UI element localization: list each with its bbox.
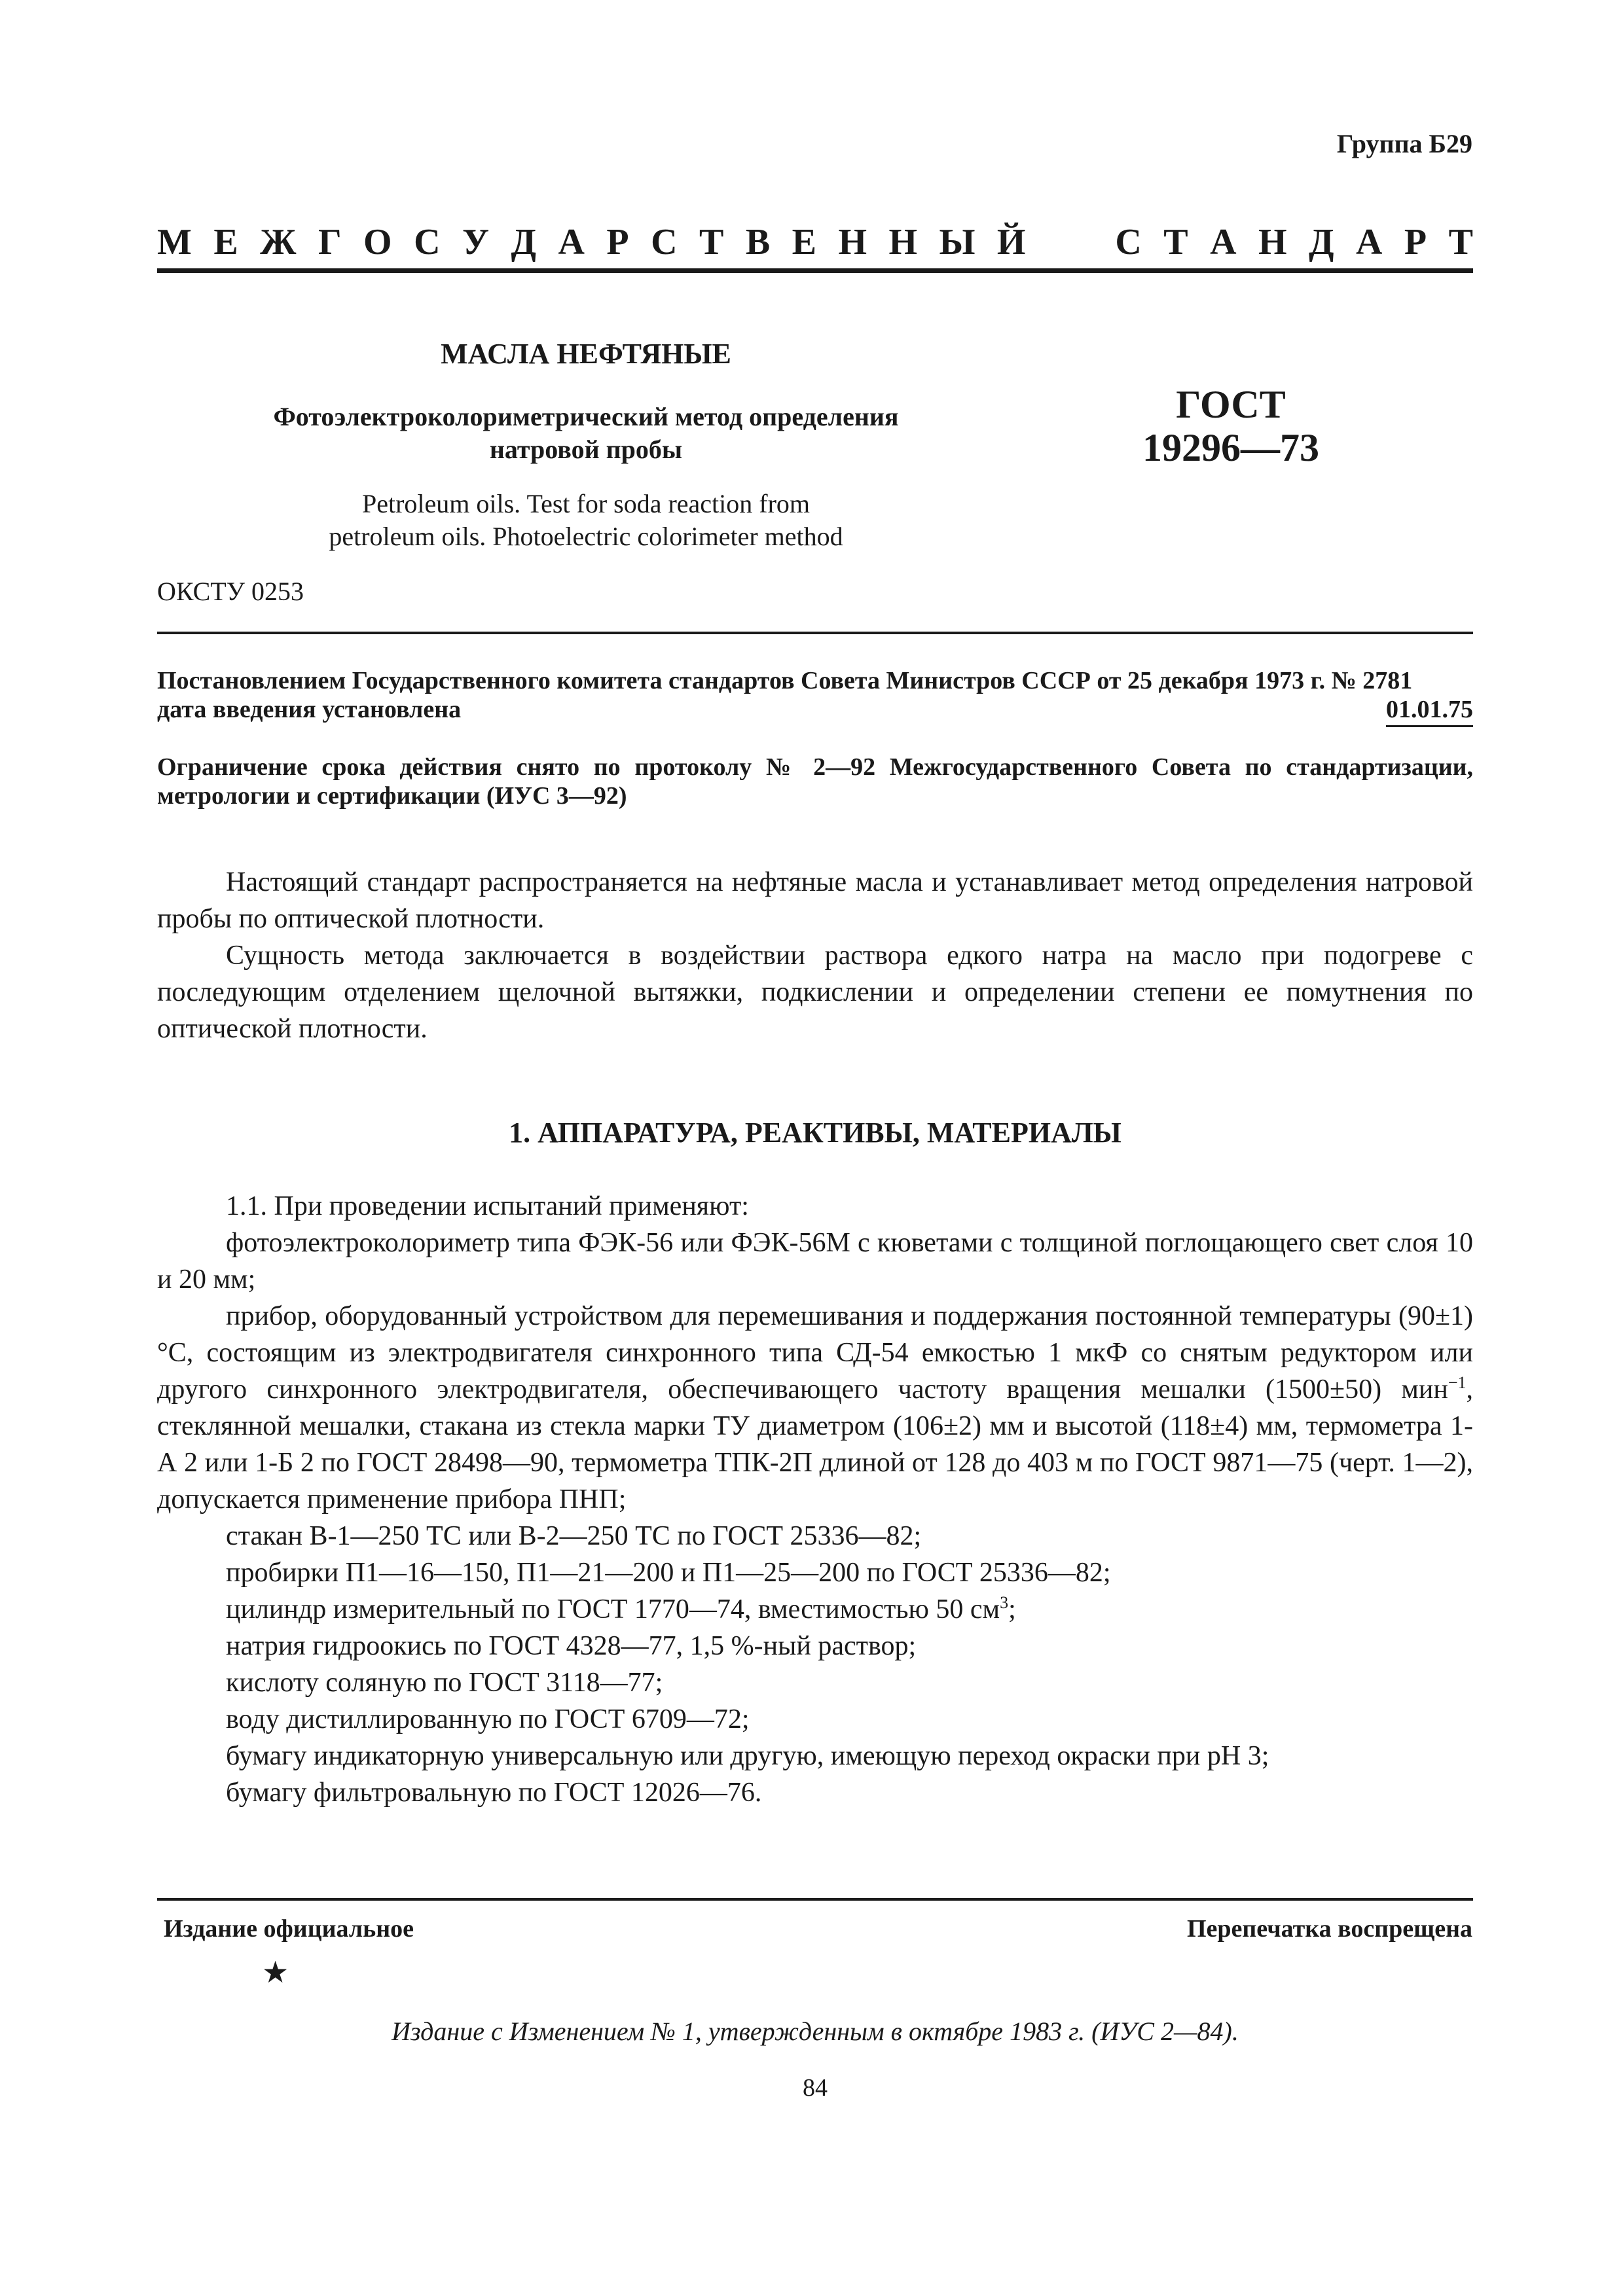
- list-item: кислоту соляную по ГОСТ 3118—77;: [226, 1668, 663, 1698]
- banner-letter: Т: [699, 222, 724, 262]
- intro-paragraph: Настоящий стандарт распространяется на нефтяные масла и устанавливает метод определения натровой пробы по оптической плотности.: [157, 867, 1473, 934]
- banner-letter: Й: [996, 222, 1026, 262]
- decree-date: 01.01.75: [1386, 695, 1473, 727]
- header-divider: [157, 632, 1473, 634]
- decree-date-label: дата введения установлена: [157, 696, 462, 723]
- list-item: натрия гидроокись по ГОСТ 4328—77, 1,5 %-ный раствор;: [226, 1631, 917, 1661]
- banner-rule: [157, 268, 1473, 273]
- list-item: пробирки П1—16—150, П1—21—200 и П1—25—200 по ГОСТ 25336—82;: [226, 1558, 1111, 1588]
- decree-line: Постановлением Государственного комитета стандартов Совета Министров СССР от 25 декабря 1973 г. № 2781: [157, 667, 1413, 694]
- document-title: МАСЛА НЕФТЯНЫЕ: [441, 338, 731, 370]
- gost-number: ГОСТ 19296—73: [1142, 383, 1319, 469]
- banner-letter: С: [414, 222, 441, 262]
- banner-letter: Р: [606, 222, 629, 262]
- section-heading: 1. АППАРАТУРА, РЕАКТИВЫ, МАТЕРИАЛЫ: [509, 1117, 1122, 1149]
- banner-letter: Т: [1163, 222, 1188, 262]
- group-code: Группа Б29: [1336, 129, 1472, 158]
- banner-letter: А: [1356, 222, 1383, 262]
- banner-letter: А: [558, 222, 585, 262]
- list-item: фотоэлектроколориметр типа ФЭК-56 или ФЭК-56М с кюветами с толщиной поглощающего свет слоя 10 и 20 мм;: [157, 1228, 1473, 1295]
- banner-letter: У: [462, 222, 490, 262]
- page-number: 84: [803, 2074, 828, 2102]
- official-edition: Издание официальное: [164, 1915, 414, 1943]
- okstu-code: ОКСТУ 0253: [157, 577, 304, 606]
- intro-paragraph: Сущность метода заключается в воздействии раствора едкого натра на масло при подогреве с последующим отделением щелочной вытяжки, подкислении и определении степени ее помутнения по оптической плотности.: [157, 941, 1473, 1044]
- banner-letter: С: [651, 222, 678, 262]
- banner-letter: Т: [1448, 222, 1473, 262]
- reprint-prohibited: Перепечатка воспрещена: [1186, 1915, 1472, 1943]
- list-item: бумагу индикаторную универсальную или другую, имеющую переход окраски при pH 3;: [226, 1741, 1269, 1771]
- banner-letter: Н: [888, 222, 918, 262]
- edition-note: Издание с Изменением № 1, утвержденным в октябре 1983 г. (ИУС 2—84).: [392, 2017, 1239, 2046]
- banner-letter: Д: [1309, 222, 1334, 262]
- banner-letter: В: [745, 222, 771, 262]
- banner-letter: С: [1115, 222, 1142, 262]
- banner-letter: О: [363, 222, 392, 262]
- banner-letter: Н: [1258, 222, 1287, 262]
- equipment-list: [157, 1188, 1473, 1811]
- document-subtitle: Фотоэлектроколориметрический метод определения натровой пробы: [273, 402, 899, 464]
- decree-block: [157, 666, 1473, 727]
- banner-letter: А: [1210, 222, 1237, 262]
- banner-letter: Р: [1404, 222, 1427, 262]
- list-item: воду дистиллированную по ГОСТ 6709—72;: [226, 1704, 750, 1734]
- banner-letter: Е: [792, 222, 816, 262]
- star-icon: ★: [262, 1956, 289, 1989]
- banner-letter: Д: [511, 222, 537, 262]
- introduction: [157, 864, 1473, 1047]
- banner-letter: Г: [318, 222, 342, 262]
- banner-letter: Н: [838, 222, 867, 262]
- list-item: прибор, оборудованный устройством для перемешивания и поддержания постоянной температуры (90±1) °С, состоящим из электродвигателя синхронного типа СД-54 емкостью 1 мкФ со снятым редуктором или другого синхронного электродвигателя, обеспечивающего частоту вращения мешалки (1500±50) мин$^{-1}$, стеклянной мешалки, стакана из стекла марки ТУ диаметром (106±2) мм и высотой (118±4) мм, термометра 1-А 2 или 1-Б 2 по ГОСТ 28498—90, термометра ТПК-2П длиной от 128 до 403 м по ГОСТ 9871—75 (черт. 1—2), допускается применение прибора ПНП;: [157, 1301, 1473, 1515]
- list-item: стакан В-1—250 ТС или В-2—250 ТС по ГОСТ 25336—82;: [226, 1521, 922, 1551]
- banner-letter: М: [157, 222, 192, 262]
- standard-banner: [157, 221, 1473, 263]
- limitation-note: Ограничение срока действия снято по протоколу № 2—92 Межгосударственного Совета по стандартизации, метрологии и сертификации (ИУС 3—92): [157, 753, 1473, 810]
- footer-divider: [157, 1898, 1473, 1901]
- list-lead: 1.1. При проведении испытаний применяют:: [226, 1191, 749, 1221]
- banner-letter: Е: [213, 222, 238, 262]
- list-item: бумагу фильтровальную по ГОСТ 12026—76.: [226, 1778, 762, 1808]
- banner-letter: Ж: [260, 222, 297, 262]
- list-item: цилиндр измерительный по ГОСТ 1770—74, вместимостью 50 $см^3$;: [226, 1593, 1016, 1624]
- english-title: Petroleum oils. Test for soda reaction from petroleum oils. Photoelectric colorimeter method: [329, 489, 843, 551]
- banner-letter: Ы: [939, 222, 976, 262]
